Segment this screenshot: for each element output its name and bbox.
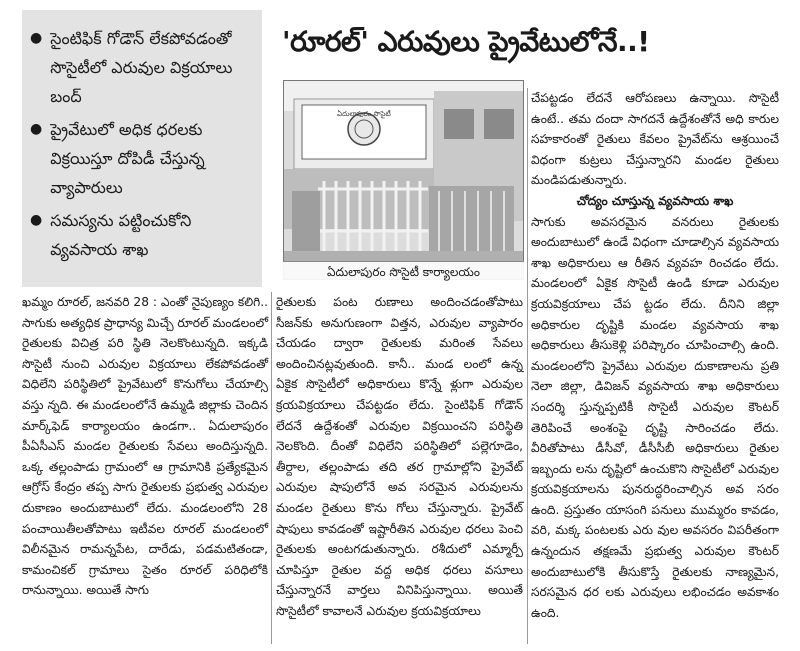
bullet-icon: ● [30,212,43,228]
column-divider [271,292,272,644]
building-illustration [284,81,523,279]
highlight-item [30,206,252,264]
society-office-photo [283,80,524,280]
highlight-item [30,24,252,111]
section-subheading: చోద్యం చూస్తున్న వ్యవసాయ శాఖ [576,193,734,208]
paragraph: ఖమ్మం రూరల్, జనవరి 28 : ఎంతో నైపుణ్యం కలిగి.. సాగుకు అత్యధిక ప్రాధాన్య మిచ్చే రూరల్ మండలంలో రైతులకు విచిత్ర పరి స్థితి నెలకొంటున్నది. ఇక్కడి సొసైటీ నుంచి ఎరువుల విక్రయాలు లేకపోవడంతో విధిలేని పరిస్థితిలో ప్రైవేటులో కొనుగోలు చేయాల్సి వస్తు న్నది. ఈ మండలంలోనే ఉమ్మడి జిల్లాకు చెందిన మార్క్‌ఫెడ్ కార్యాలయం ఉండగా.. ఏదులాపురం పీఏసీఎస్ మండల రైతులకు సేవలు అందిస్తున్నది. ఒక్క తల్లంపాడు గ్రామంలో ఆ గ్రామానికి ప్రత్యేకమైన ఆగ్రోస్ కేంద్రం తప్ప సాగు రైతులకు ప్రభుత్వ ఎరువుల దుకాణం అందుబాటులో లేదు. మండలంలోని 28 పంచాయితీలతోపాటు ఇటీవల రూరల్ మండలంలో విలీనమైన రామన్నపేట, దారేడు, పడమటితండా, కామంచికల్ గ్రామాలు సైతం రూరల్ పరిధిలోకి రానున్నాయి. అయితే సాగు [22,295,268,598]
photo-caption: ఏదులాపురం సొసైటీ కార్యాలయం [283,261,524,282]
bullet-icon: ● [30,121,43,137]
article-column-1 [22,292,268,601]
article-column-3 [531,88,779,623]
bullet-icon: ● [30,30,43,46]
highlight-text: ప్రైవేటులో అధిక ధరలకు విక్రయిస్తూ దోపిడీ చేస్తున్న వ్యాపారులు [50,120,205,197]
column-divider [527,88,528,644]
article-column-2 [276,292,523,622]
paragraph: చేపట్టడం లేదనే ఆరోపణలు ఉన్నాయి. సొసైటీ ఉంటే.. తమ దందా సాగదనే ఉద్దేశంతోనే అధి కారుల సహకారంతో రైతులు కేవలం ప్రైవేట్‌ను ఆశ్రయించే విధంగా కుట్రలు చేస్తున్నారని మండల రైతులు మండిపడుతున్నారు. [531,91,779,188]
paragraph: సాగుకు అవసరమైన వనరులు రైతులకు అందుబాటులో ఉండే విధంగా చూడాల్సిన వ్యవసాయ శాఖ అధికారులు ఆ రీతిన వ్యవహ రించడం లేదు. మండలంలో ఏకైక సొసైటీ ఉండి కూడా ఎరువుల క్రయవిక్రయాలు చేప ట్టడం లేదు. దీనిని జిల్లా అధికారుల దృష్టికి మండల వ్యవసాయ శాఖ అధికారులు తీసుకెళ్లి పరిష్కారం చూపించాల్సి ఉంది. మండలంలోని ప్రైవేటు ఎరువుల దుకాణాలను ప్రతి నెలా జిల్లా, డివిజన్ వ్యవసాయ శాఖ అధికారులు సందర్శి స్తున్నప్పటికీ సొసైటీ ఎరువుల కౌంటర్ తెరిపించే అంశంపై దృష్టి సారించడం లేదు. వీరితోపాటు డీసీవో, డీసీసీబీ అధికారులు రైతుల ఇబ్బందు లను దృష్టిలో ఉంచుకొని సొసైటీలో ఎరువుల క్రయవిక్రయాలను పునరుద్ధరించాల్సిన అవ సరం ఉంది. ప్రస్తుతం యాసంగి పనులు ముమ్మరం కావడం, వరి, మక్క పంటలకు ఎరు వుల అవసరం విపరీతంగా ఉన్నందున తక్షణమే ప్రభుత్వ ఎరువుల కౌంటర్ అందుబాటులోకి తీసుకొస్తే రైతులకు నాణ్యమైన, సరసమైన ధర లకు ఎరువులు లభించడం అవకాశం ఉంది. [531,214,779,620]
highlights-box [22,10,262,287]
paragraph: రైతులకు పంట రుణాలు అందించడంతోపాటు సీజన్‌కు అనుగుణంగా విత్తన, ఎరువుల వ్యాపారం చేయడం ద్వారా రైతులకు మరింత సేవలు అందించినట్లవుతుంది. కానీ.. మండ లంలో ఉన్న ఏకైక సొసైటీలో అధికారులు కొన్నే ళ్లుగా ఎరువుల క్రయవిక్రయాలు చేపట్టడం లేదు. సైంటిఫిక్ గోడౌన్ లేదనే ఉద్దేశంతో ఎరువుల విక్రయించని పరిస్థితి నెలకొంది. దీంతో విధిలేని పరిస్థితిలో పల్లెగూడెం, తీర్దాల, తల్లంపాడు తది తర గ్రామాల్లోని ప్రైవేట్ ఎరువుల షాపులోనే అవ సరమైన ఎరువులను మండల రైతులు కొను గోలు చేస్తున్నారు. ప్రైవేట్ షాపులు కావడంతో ఇష్టారీతిన ఎరువుల ధరలు పెంచి రైతులకు అంటగడుతున్నారు. రశీదులో ఎమ్మార్పీ చూపిస్తూ రైతుల వద్ద అధిక ధరలు వసూలు చేస్తున్నారనే వార్తలు వినిపిస్తున్నాయి. అయితే సొసైటీలో కావాలనే ఎరువుల క్రయవిక్రయాలు [276,295,523,618]
highlight-item [30,115,252,202]
article-headline: 'రూరల్' ఎరువులు ప్రైవేటులోనే..! [282,25,650,58]
highlight-text: సైంటిఫిక్ గోడౌన్ లేకపోవడంతో సొసైటీలో ఎరువుల విక్రయాలు బంద్ [50,29,233,106]
highlight-text: సమస్యను పట్టించుకోని వ్యవసాయ శాఖ [50,211,192,259]
svg-text:ఏదులాపురం సొసైటీ: ఏదులాపురం సొసైటీ [337,110,391,118]
